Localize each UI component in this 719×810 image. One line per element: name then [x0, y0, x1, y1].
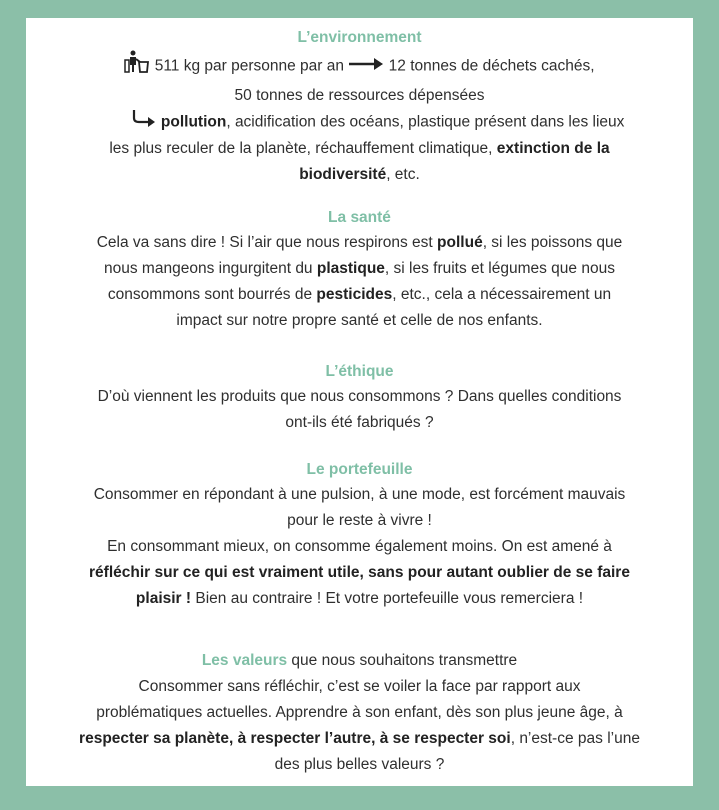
- values-heading: [26, 648, 693, 674]
- environment-line-5-text: , etc.: [386, 166, 420, 183]
- health-line-1-c: , si les poissons que: [482, 234, 623, 251]
- health-line-3: [26, 282, 693, 308]
- section-environment: [26, 26, 693, 188]
- wallet-line-3: En consommant mieux, on consomme également moins. On est amené à: [107, 538, 612, 555]
- environment-line-1: [26, 50, 693, 83]
- section-values: [26, 648, 693, 778]
- wallet-line-5: [26, 586, 693, 612]
- health-bold-pollue: pollué: [437, 234, 483, 251]
- values-title-rest: que nous souhaitons transmettre: [287, 652, 518, 669]
- trash-person-icon: [124, 50, 150, 83]
- environment-bold-biodiversity: biodiversité: [299, 166, 387, 183]
- environment-line-3-text: , acidification des océans, plastique présent dans les lieux: [226, 113, 625, 131]
- environment-line-5: [26, 162, 693, 188]
- health-line-2: [26, 256, 693, 282]
- ethics-line-1: D’où viennent les produits que nous consommons ? Dans quelles conditions: [97, 388, 622, 405]
- health-bold-pesticides: pesticides: [316, 286, 393, 303]
- health-line-2-a: nous mangeons ingurgitent du: [104, 260, 317, 277]
- wallet-line-2: pour le reste à vivre !: [287, 512, 432, 529]
- environment-hidden-waste: 12 tonnes de déchets cachés,: [388, 57, 595, 75]
- environment-line-3: [26, 109, 693, 136]
- values-line-4: des plus belles valeurs ?: [274, 756, 445, 773]
- environment-bold-pollution: pollution: [160, 113, 227, 131]
- wallet-title: Le portefeuille: [306, 461, 413, 478]
- values-title: Les valeurs: [201, 652, 288, 669]
- health-bold-plastique: plastique: [316, 260, 385, 277]
- values-line-2: problématiques actuelles. Apprendre à son enfant, dès son plus jeune âge, à: [96, 704, 623, 721]
- wallet-line-4: [26, 560, 693, 586]
- values-line-3: [26, 726, 693, 752]
- health-line-1: [26, 230, 693, 256]
- environment-line-4: [26, 136, 693, 162]
- wallet-bold-plaisir: plaisir !: [135, 590, 192, 607]
- arrow-down-right-icon: [131, 109, 157, 136]
- health-line-4: impact sur notre propre santé et celle de nos enfants.: [176, 312, 543, 329]
- environment-bold-extinction: extinction de la: [496, 140, 610, 157]
- environment-line-4-text: les plus reculer de la planète, réchauffement climatique,: [109, 140, 497, 157]
- environment-title: L’environnement: [297, 29, 422, 46]
- health-line-1-a: Cela va sans dire ! Si l’air que nous respirons est: [96, 234, 438, 251]
- values-line-3-text: , n’est-ce pas l’une: [510, 730, 640, 747]
- ethics-title: L’éthique: [325, 363, 394, 380]
- section-wallet: [26, 458, 693, 612]
- section-health: [26, 206, 693, 334]
- environment-line-2: 50 tonnes de ressources dépensées: [234, 87, 485, 104]
- environment-stat: 511 kg par personne par an: [154, 57, 345, 75]
- health-line-2-c: , si les fruits et légumes que nous: [384, 260, 615, 277]
- section-ethics: [26, 360, 693, 436]
- wallet-line-5-text: Bien au contraire ! Et votre portefeuille vous remerciera !: [191, 590, 584, 607]
- health-line-3-a: consommons sont bourrés de: [107, 286, 317, 303]
- values-bold-respect: respecter sa planète, à respecter l’autre, à se respecter soi: [79, 730, 511, 747]
- wallet-line-1: Consommer en répondant à une pulsion, à une mode, est forcément mauvais: [93, 486, 626, 503]
- infographic-panel: [26, 18, 693, 786]
- health-title: La santé: [328, 209, 391, 226]
- health-line-3-c: , etc., cela a nécessairement un: [392, 286, 612, 303]
- wallet-bold-reflect: réfléchir sur ce qui est vraiment utile, sans pour autant oublier de se faire: [89, 564, 630, 581]
- ethics-line-2: ont-ils été fabriqués ?: [285, 414, 434, 431]
- arrow-right-icon: [348, 54, 384, 80]
- values-line-1: Consommer sans réfléchir, c’est se voiler la face par rapport aux: [138, 678, 581, 695]
